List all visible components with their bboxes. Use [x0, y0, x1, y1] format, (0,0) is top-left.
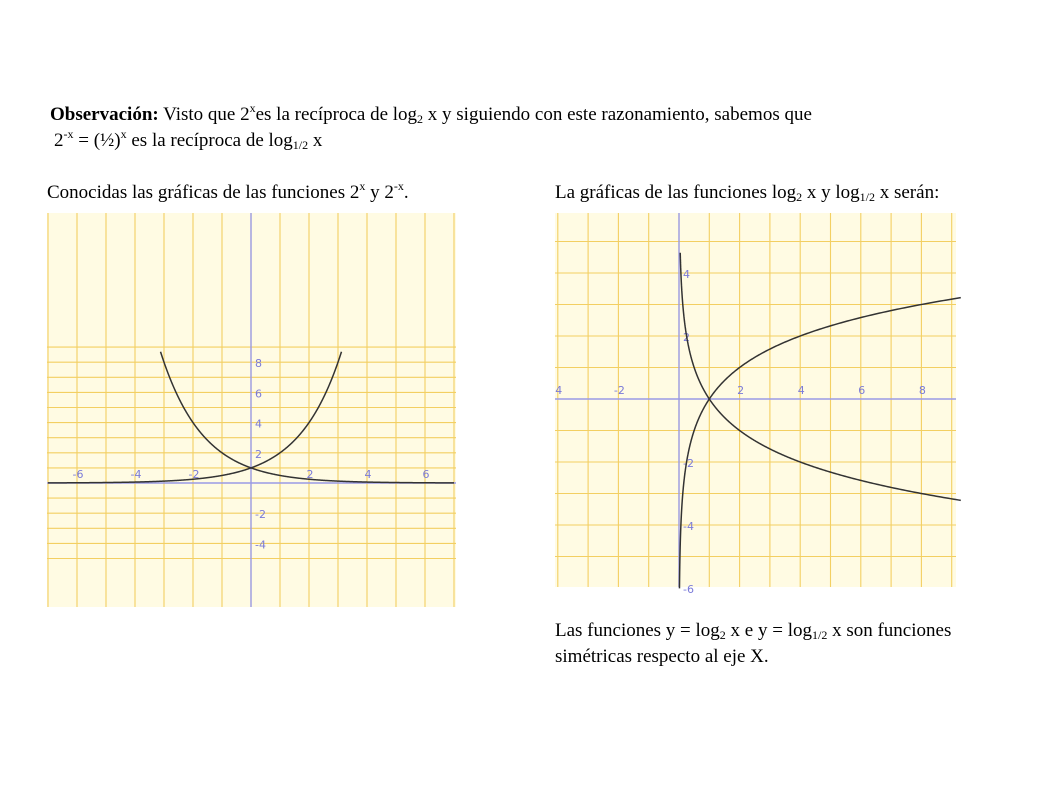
y-tick-label: -4: [255, 538, 266, 552]
y-tick-label: -6: [683, 583, 694, 596]
subscript: 1/2: [292, 138, 309, 152]
left-caption: [47, 179, 409, 204]
y-tick-label: -2: [255, 508, 266, 522]
conclusion-line-2: simétricas respecto al eje X.: [555, 646, 769, 667]
observation-text: = (½): [73, 130, 121, 151]
x-tick-label: 4: [364, 468, 372, 481]
y-tick-label: -2: [683, 457, 694, 470]
exponent: x: [359, 179, 366, 193]
x-tick-label: 4: [797, 384, 805, 397]
observation-text: 2: [54, 130, 64, 151]
subscript: 2: [796, 190, 803, 204]
x-tick-label: -6: [72, 468, 84, 481]
caption-text: .: [403, 182, 409, 203]
x-tick-label: 8: [918, 384, 926, 397]
observation-line-1: [50, 101, 812, 126]
exponent: -x: [63, 127, 74, 141]
logarithm-graph: [555, 213, 956, 596]
y-tick-label: 6: [255, 387, 262, 401]
caption-text: y 2: [365, 182, 394, 203]
exponent: x: [249, 101, 256, 115]
x-tick-label: 6: [422, 468, 430, 481]
conclusion-text: x son funciones: [827, 620, 952, 641]
observation-text: es la recíproca de log: [126, 130, 293, 151]
conclusion-line-1: [555, 620, 951, 642]
exponent: -x: [393, 179, 404, 193]
subscript: 2: [417, 112, 424, 126]
x-tick-label: 6: [858, 384, 866, 397]
observation-line-2: [54, 127, 323, 152]
x-tick-label: -2: [613, 384, 625, 397]
subscript: 1/2: [859, 190, 875, 204]
y-tick-label: 4: [683, 268, 690, 281]
observation-label: Observación:: [50, 104, 159, 125]
conclusion-text: x e y = log: [725, 620, 812, 641]
x-tick-label: 2: [737, 384, 745, 397]
conclusion-text: Las funciones y = log: [555, 620, 720, 641]
x-tick-label: -2: [188, 468, 200, 481]
observation-text: x: [308, 130, 323, 151]
x-tick-label: 4: [555, 384, 563, 397]
caption-text: Conocidas las gráficas de las funciones 2: [47, 182, 360, 203]
observation-text: Visto que 2: [163, 104, 250, 125]
exponent: x: [120, 127, 127, 141]
x-tick-label: -4: [130, 468, 142, 481]
y-tick-label: 2: [683, 331, 690, 344]
x-tick-label: 2: [306, 468, 314, 481]
exponential-graph: [47, 213, 456, 607]
caption-text: x serán:: [874, 182, 940, 203]
subscript: 1/2: [811, 628, 828, 642]
y-tick-label: -4: [683, 520, 694, 533]
caption-text: x y log: [802, 182, 860, 203]
right-caption: [555, 182, 939, 204]
observation-text: x y siguiendo con este razonamiento, sabemos que: [423, 104, 812, 125]
y-tick-label: 4: [255, 417, 262, 431]
graph-background: [555, 213, 956, 587]
y-tick-label: 8: [255, 357, 262, 371]
observation-text: es la recíproca de log: [255, 104, 418, 125]
subscript: 2: [719, 628, 726, 642]
caption-text: La gráficas de las funciones log: [555, 182, 797, 203]
y-tick-label: 2: [255, 447, 262, 461]
